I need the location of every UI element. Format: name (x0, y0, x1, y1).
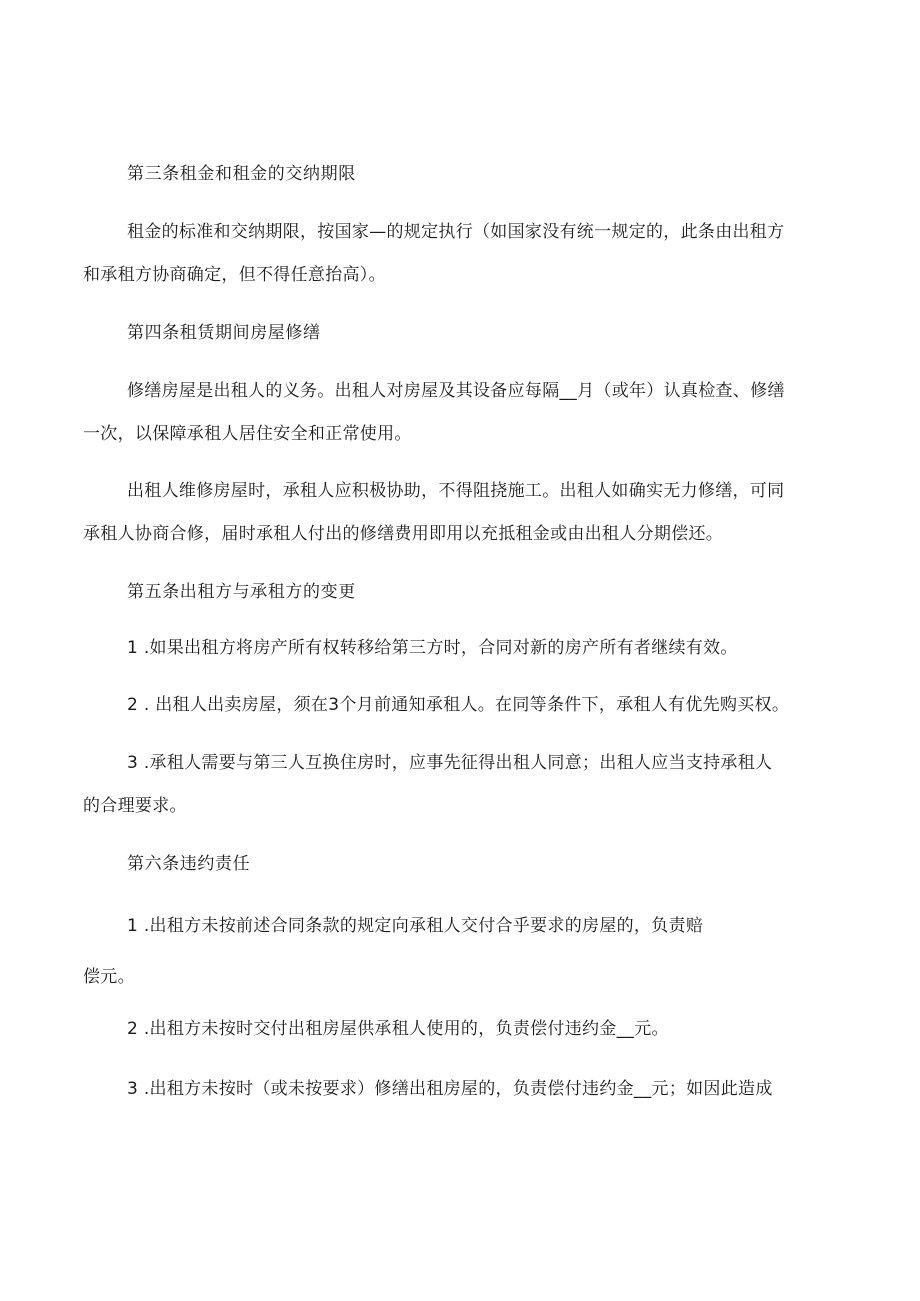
article4-para2-line1: 出租人维修房屋时，承租人应积极协助，不得阻挠施工。出租人如确实无力修缮，可同 (127, 481, 785, 501)
article5-heading: 第五条出租方与承租方的变更 (127, 582, 356, 602)
article6-item1-line1: 1 .出租方未按前述合同条款的规定向承租人交付合乎要求的房屋的，负责赔 (127, 916, 704, 936)
article5-item3-line2: 的合理要求。 (83, 796, 187, 816)
article4-para2-line2: 承租人协商合修，届时承租人付出的修缮费用即用以充抵租金或由出租人分期偿还。 (83, 524, 724, 544)
article4-para1-line2: 一次，以保障承租人居住安全和正常使用。 (83, 424, 412, 444)
article4-para1-line1: 修缮房屋是出租人的义务。出租人对房屋及其设备应每隔__月（或年）认真检查、修缮 (127, 381, 785, 401)
article3-para1-line1: 租金的标准和交纳期限，按国家—的规定执行（如国家没有统一规定的，此条由出租方 (127, 222, 785, 242)
article6-item3: 3 .出租方未按时（或未按要求）修缮出租房屋的，负责偿付违约金__元；如因此造成 (127, 1079, 773, 1099)
article6-item1-line2: 偿元。 (83, 967, 135, 987)
article5-item2: 2 . 出租人出卖房屋，须在3个月前通知承租人。在同等条件下，承租人有优先购买权。 (127, 695, 790, 715)
article3-heading: 第三条租金和租金的交纳期限 (127, 164, 356, 184)
article5-item3-line1: 3 .承租人需要与第三人互换住房时，应事先征得出租人同意；出租人应当支持承租人 (127, 753, 773, 773)
article6-item2: 2 .出租方未按时交付出租房屋供承租人使用的，负责偿付违约金__元。 (127, 1019, 669, 1039)
article3-para1-line2: 和承租方协商确定，但不得任意抬高）。 (83, 265, 386, 285)
article6-heading: 第六条违约责任 (127, 854, 251, 874)
article5-item1: 1 .如果出租方将房产所有权转移给第三方时，合同对新的房产所有者继续有效。 (127, 638, 738, 658)
article4-heading: 第四条租赁期间房屋修缮 (127, 323, 321, 343)
